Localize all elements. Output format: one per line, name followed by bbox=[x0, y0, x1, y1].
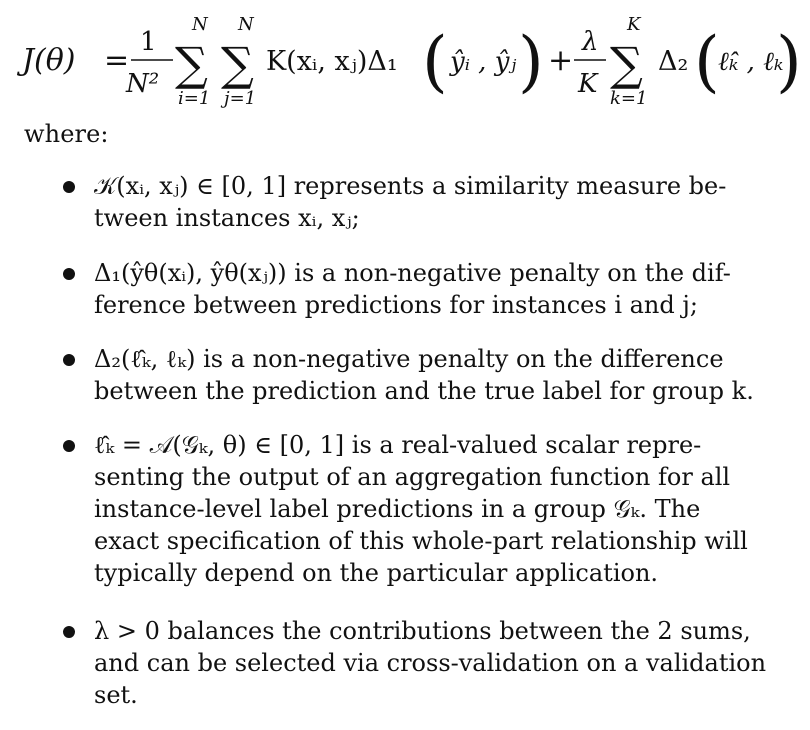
sum-k-upper: K bbox=[627, 14, 641, 35]
bullet-dot bbox=[63, 181, 75, 193]
list-item-line: and can be selected via cross-validation on a validation bbox=[94, 649, 767, 677]
list-item-line: senting the output of an aggregation function for all bbox=[94, 463, 731, 491]
list-item bbox=[94, 170, 774, 234]
sum-j-symbol: ∑ bbox=[221, 37, 254, 91]
label-pair: ℓ̂ₖ , ℓₖ bbox=[718, 47, 784, 77]
list-item-line: λ > 0 balances the contributions between the 2 sums, bbox=[94, 617, 751, 645]
list-item-line: ℓ̂ₖ = 𝒜(𝒢ₖ, θ) ∈ [0, 1] is a real-valued scalar repre- bbox=[94, 431, 702, 459]
kernel-term: K(xᵢ, xⱼ)Δ₁ bbox=[266, 46, 398, 77]
list-item-line: 𝒦(xᵢ, xⱼ) ∈ [0, 1] represents a similarity measure be- bbox=[94, 172, 727, 200]
bullet-dot bbox=[63, 440, 75, 452]
equation-equals: = bbox=[104, 43, 130, 78]
prediction-pair: ŷᵢ , ŷⱼ bbox=[450, 47, 517, 77]
sum-j-upper: N bbox=[238, 14, 254, 35]
frac1-numerator: 1 bbox=[140, 27, 157, 57]
equation-lhs: J(θ) bbox=[22, 43, 76, 78]
sum-i-lower: i=1 bbox=[178, 88, 211, 109]
list-item-line: typically depend on the particular application. bbox=[94, 559, 659, 587]
list-item-line: ference between predictions for instances i and j; bbox=[94, 291, 698, 319]
list-item-line: Δ₁(ŷθ(xᵢ), ŷθ(xⱼ)) is a non-negative penalty on the dif- bbox=[94, 259, 731, 287]
delta2-term: Δ₂ bbox=[658, 46, 689, 77]
sum-i-upper: N bbox=[192, 14, 208, 35]
where-label: where: bbox=[24, 120, 109, 148]
bullet-dot bbox=[63, 268, 75, 280]
list-item-line: instance-level label predictions in a group 𝒢ₖ. The bbox=[94, 495, 701, 523]
list-item bbox=[94, 257, 774, 321]
list-item-line: set. bbox=[94, 681, 138, 709]
list-item-line: tween instances xᵢ, xⱼ; bbox=[94, 204, 360, 232]
paren-left-2: ( bbox=[694, 23, 720, 100]
bullet-dot bbox=[63, 354, 75, 366]
sum-k-lower: k=1 bbox=[610, 88, 648, 109]
sum-k-symbol: ∑ bbox=[610, 37, 643, 91]
sum-i-symbol: ∑ bbox=[175, 37, 208, 91]
paren-left-1: ( bbox=[422, 23, 448, 100]
equation-plus: + bbox=[548, 43, 574, 78]
bullet-dot bbox=[63, 626, 75, 638]
list-item bbox=[94, 615, 774, 711]
paren-right-2: ) bbox=[776, 23, 802, 100]
list-item-line: exact specification of this whole-part relationship will bbox=[94, 527, 748, 555]
sum-j-lower: j=1 bbox=[224, 88, 257, 109]
paren-right-1: ) bbox=[518, 23, 544, 100]
list-item bbox=[94, 429, 774, 589]
list-item-line: Δ₂(ℓ̂ₖ, ℓₖ) is a non-negative penalty on the difference bbox=[94, 345, 724, 373]
list-item bbox=[94, 343, 774, 407]
frac2-denominator: K bbox=[578, 69, 598, 99]
frac2-numerator: λ bbox=[582, 27, 599, 57]
frac1-denominator: N² bbox=[126, 69, 160, 99]
list-item-line: between the prediction and the true label for group k. bbox=[94, 377, 754, 405]
